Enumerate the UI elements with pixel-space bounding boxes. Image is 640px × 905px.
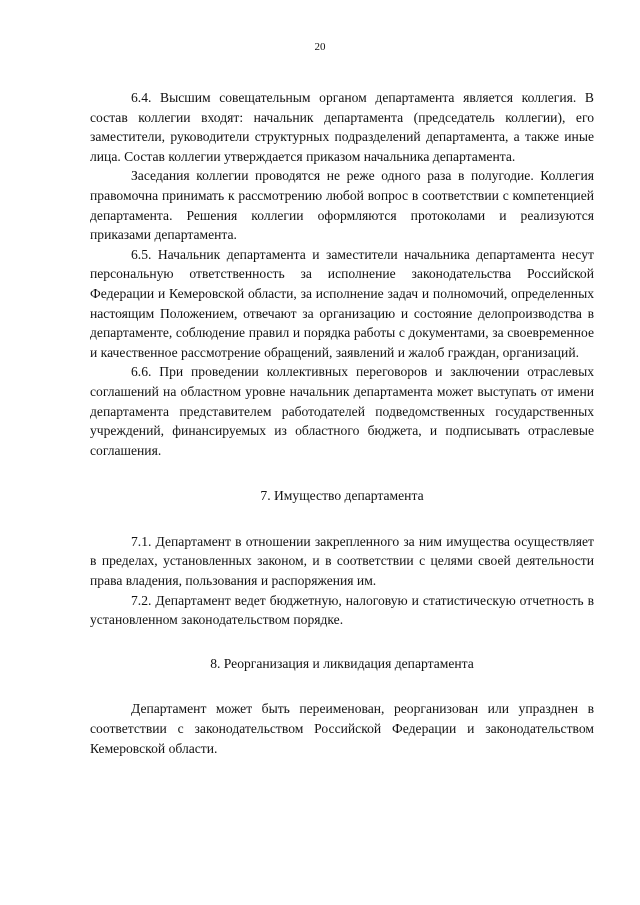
page-number: 20: [314, 41, 326, 53]
paragraph-collegium-meetings: Заседания коллегии проводятся не реже одного раза в полугодие. Коллегия правомочна принимать к рассмотрению любой вопрос в соответствии с компетенцией департамента. Решения коллегии оформляются протоколами и реализуются приказами департамента.: [90, 168, 594, 243]
section-8-heading: 8. Реорганизация и ликвидация департамента: [210, 655, 474, 671]
paragraph-6-4: 6.4. Высшим совещательным органом департамента является коллегия. В состав коллегии входят: начальник департамента (председатель коллегии), его заместители, руководители структурных подразделений департамента, а также иные лица. Состав коллегии утверждается приказом начальника департамента.: [90, 90, 594, 164]
paragraph-7-2: 7.2. Департамент ведет бюджетную, налоговую и статистическую отчетность в установленном законодательством порядке.: [90, 592, 594, 628]
section-7-heading: 7. Имущество департамента: [260, 488, 424, 504]
paragraph-6-5: 6.5. Начальник департамента и заместители начальника департамента несут персональную ответственность за исполнение законодательства Российской Федерации и Кемеровской области, за исполнение задач и полномочий, определенных настоящим Положением, отвечают за организацию и состояние делопроизводства в департаменте, соблюдение правил и порядка работы с документами, за своевременное и качественное рассмотрение обращений, заявлений и жалоб граждан, организаций.: [90, 246, 594, 360]
document-body: [90, 88, 594, 758]
paragraph-6-6: 6.6. При проведении коллективных переговоров и заключении отраслевых соглашений на областном уровне начальник департамента может выступать от имени департамента представителем работодателей подведомственных государственных учреждений, финансируемых из областного бюджета, и подписывать отраслевые соглашения.: [90, 364, 594, 458]
paragraph-7-1: 7.1. Департамент в отношении закрепленного за ним имущества осуществляет в пределах, установленных законом, и в соответствии с целями своей деятельности права владения, пользования и распоряжения им.: [90, 533, 594, 589]
paragraph-8-reorganization: Департамент может быть переименован, реорганизован или упразднен в соответствии с законодательством Российской Федерации и законодательством Кемеровской области.: [90, 701, 594, 756]
